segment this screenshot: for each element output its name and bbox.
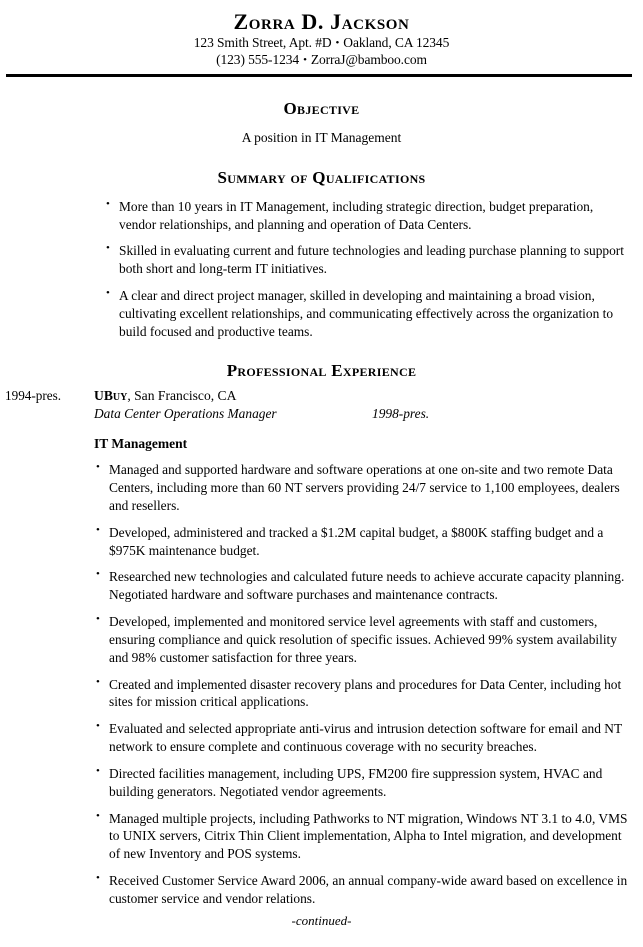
objective-heading: Objective xyxy=(283,98,360,118)
experience-bullet-list xyxy=(94,461,635,907)
experience-bullet-item: • Developed, administered and tracked a $1.2M capital budget, a $800K staffing budget and a $975K maintenance budget. xyxy=(94,524,635,560)
experience-bullet-item: • Researched new technologies and calculated future needs to achieve accurate capacity planning. Negotiated hardware and software purchases and maintenance contracts. xyxy=(94,568,635,604)
job-subheading: IT Management xyxy=(94,436,188,452)
summary-bullet-item: • Skilled in evaluating current and future technologies and leading purchase planning to support both short and long-term IT initiatives. xyxy=(104,242,631,278)
job-title: Data Center Operations Manager xyxy=(94,406,277,422)
job-title-line xyxy=(94,405,635,423)
summary-bullet-list xyxy=(0,198,643,341)
bullet-separator-icon: • xyxy=(335,37,340,50)
email-address: ZorraJ@bamboo.com xyxy=(310,52,427,68)
resume-header xyxy=(0,0,643,69)
employer-name: UBuy xyxy=(94,387,128,403)
summary-bullet-item: • More than 10 years in IT Management, including strategic direction, budget preparation, vendor relationships, and planning and operation of Data Centers. xyxy=(104,198,631,234)
experience-heading: Professional Experience xyxy=(226,360,417,380)
experience-bullet-item: • Directed facilities management, including UPS, FM200 fire suppression system, HVAC and building generators. Negotiated vendor agreements. xyxy=(94,765,635,801)
experience-bullet-item: • Received Customer Service Award 2006, an annual company-wide award based on excellence in customer service and vendor relations. xyxy=(94,872,635,908)
summary-bullet-item: • A clear and direct project manager, skilled in developing and maintaining a broad vision, cultivating excellent relationships, and communicating effectively across the organization to build focused and productive teams. xyxy=(104,287,631,340)
continued-footer: -continued- xyxy=(291,912,352,928)
experience-bullet-item: • Managed multiple projects, including Pathworks to NT migration, Windows NT 3.1 to 4.0, VMS to UNIX servers, Citrix Thin Client implementation, Alpha to Intel migration, and development of new Inventory and POS systems. xyxy=(94,810,635,863)
job-title-dates: 1998-pres. xyxy=(372,406,430,422)
employer-line xyxy=(94,387,635,405)
objective-text: A position in IT Management xyxy=(241,129,402,145)
experience-bullet-item: • Created and implemented disaster recovery plans and procedures for Data Center, including hot sites for mission critical applications. xyxy=(94,676,635,712)
summary-heading: Summary of Qualifications xyxy=(217,167,426,187)
employer-location: , San Francisco, CA xyxy=(127,387,237,403)
city-state-zip: Oakland, CA 12345 xyxy=(343,35,450,51)
experience-bullet-item: • Managed and supported hardware and software operations at one on-site and two remote Data Centers, including more than 60 NT servers providing 24/7 service to 1,100 employees, dealers and resellers. xyxy=(94,461,635,514)
job-body xyxy=(94,387,635,908)
candidate-name: Zorra D. Jackson xyxy=(233,9,410,34)
contact-phone-email-line xyxy=(0,51,643,68)
experience-bullet-item: • Developed, implemented and monitored service level agreements with staff and customers, ensuring compliance and quick resolution of specific issues. Achieved 99% system availability and 98% customer satisfaction for three years. xyxy=(94,613,635,666)
job-entry xyxy=(0,387,643,908)
street-address: 123 Smith Street, Apt. #D xyxy=(193,35,332,51)
bullet-separator-icon: • xyxy=(303,54,307,67)
experience-bullet-item: • Evaluated and selected appropriate anti-virus and intrusion detection software for email and NT network to ensure complete and continuous coverage with no security breaches. xyxy=(94,720,635,756)
header-divider xyxy=(6,74,632,77)
phone-number: (123) 555-1234 xyxy=(216,52,300,68)
job-left-dates: 1994-pres. xyxy=(5,387,62,403)
contact-address-line xyxy=(0,34,643,51)
